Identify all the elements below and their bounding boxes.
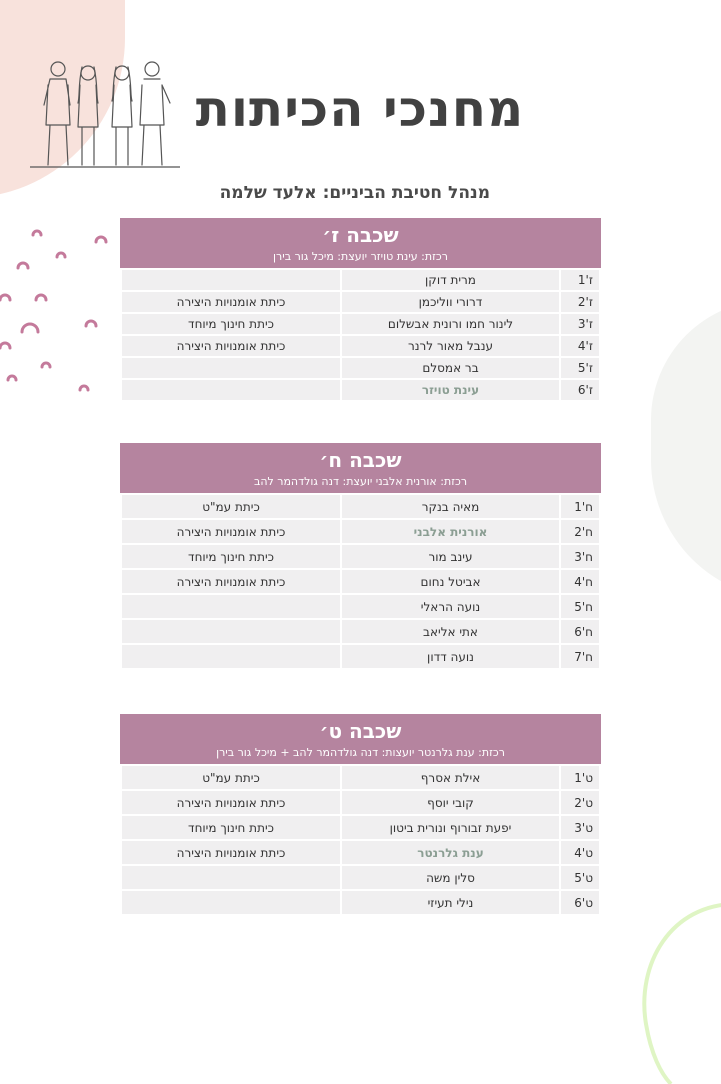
class-cell: ז'5	[560, 357, 600, 379]
table-row	[121, 313, 600, 335]
class-cell: ז'1	[560, 269, 600, 291]
teacher-cell: דרורי ווליכמן	[341, 291, 560, 313]
grade-table-h	[120, 443, 601, 670]
class-cell: ט'3	[560, 815, 600, 840]
teacher-cell: מרית דוקן	[341, 269, 560, 291]
green-arc-decoration	[631, 894, 721, 1084]
table-row	[121, 544, 600, 569]
class-cell: ז'2	[560, 291, 600, 313]
table-row	[121, 865, 600, 890]
table-row	[121, 379, 600, 401]
teacher-cell: אילת אסרף	[341, 765, 560, 790]
note-cell: כיתת חינוך מיוחד	[121, 544, 341, 569]
teacher-cell: נועה דדון	[341, 644, 560, 669]
table-row	[121, 291, 600, 313]
teacher-cell: אביטל נחום	[341, 569, 560, 594]
table-row	[121, 569, 600, 594]
class-cell: ח'3	[560, 544, 600, 569]
grey-blob-decoration	[651, 300, 721, 600]
class-cell: ט'5	[560, 865, 600, 890]
note-cell: כיתת אומנויות היצירה	[121, 519, 341, 544]
note-cell	[121, 619, 341, 644]
note-cell	[121, 890, 341, 915]
class-cell: ח'1	[560, 494, 600, 519]
note-cell	[121, 644, 341, 669]
note-cell	[121, 594, 341, 619]
grade-staff: רכזת: עינת טויזר יועצת: מיכל גור בירן	[273, 250, 448, 263]
class-cell: ז'6	[560, 379, 600, 401]
teacher-cell: נילי תעיזי	[341, 890, 560, 915]
note-cell: כיתת אומנויות היצירה	[121, 291, 341, 313]
class-cell: ט'2	[560, 790, 600, 815]
teacher-cell: סלין משה	[341, 865, 560, 890]
grade-table-z	[120, 218, 601, 402]
table-row	[121, 790, 600, 815]
grade-header	[120, 443, 601, 493]
class-cell: ט'1	[560, 765, 600, 790]
table-row	[121, 619, 600, 644]
note-cell: כיתת אומנויות היצירה	[121, 569, 341, 594]
class-cell: ח'6	[560, 619, 600, 644]
table-row	[121, 519, 600, 544]
class-cell: ט'4	[560, 840, 600, 865]
note-cell: כיתת אומנויות היצירה	[121, 335, 341, 357]
class-cell: ז'4	[560, 335, 600, 357]
teacher-cell: מאיה בנקר	[341, 494, 560, 519]
table-row	[121, 840, 600, 865]
table-row	[121, 890, 600, 915]
class-cell: ז'3	[560, 313, 600, 335]
grade-header	[120, 218, 601, 268]
class-cell: ט'6	[560, 890, 600, 915]
arc-dots-decoration	[0, 220, 110, 400]
teacher-cell: לינור חמו ורונית אבשלום	[341, 313, 560, 335]
teacher-cell: עינב מור	[341, 544, 560, 569]
grade-header	[120, 714, 601, 764]
grade-name: שכבה ז׳	[322, 223, 399, 247]
page-title: מחנכי הכיתות	[195, 80, 525, 138]
table-row	[121, 594, 600, 619]
teacher-cell: אתי אליאב	[341, 619, 560, 644]
note-cell: כיתת חינוך מיוחד	[121, 815, 341, 840]
grade-name: שכבה ח׳	[319, 448, 402, 472]
grade-staff: רכזת: אורנית אלבני יועצת: דנה גולדהמר להב	[253, 475, 468, 488]
principal-name: מנהל חטיבת הביניים: אלעד שלמה	[219, 183, 490, 203]
note-cell: כיתת עמ"ט	[121, 765, 341, 790]
classes-table	[120, 268, 601, 402]
note-cell	[121, 865, 341, 890]
note-cell: כיתת עמ"ט	[121, 494, 341, 519]
teacher-cell: יפעת זבורוף ונורית ביטון	[341, 815, 560, 840]
table-row	[121, 494, 600, 519]
teacher-cell: ענבל מאור לרנר	[341, 335, 560, 357]
table-row	[121, 357, 600, 379]
note-cell	[121, 379, 341, 401]
class-cell: ח'2	[560, 519, 600, 544]
teacher-cell: בר אמסלם	[341, 357, 560, 379]
note-cell: כיתת חינוך מיוחד	[121, 313, 341, 335]
table-row	[121, 335, 600, 357]
classes-table	[120, 764, 601, 916]
class-cell: ח'5	[560, 594, 600, 619]
teacher-cell: קובי יוסף	[341, 790, 560, 815]
table-row	[121, 644, 600, 669]
class-cell: ח'7	[560, 644, 600, 669]
students-illustration	[30, 55, 180, 170]
note-cell	[121, 357, 341, 379]
teacher-cell-coordinator: ענת גלרנטר	[341, 840, 560, 865]
table-row	[121, 269, 600, 291]
table-row	[121, 765, 600, 790]
teacher-cell: נועה הראלי	[341, 594, 560, 619]
grade-name: שכבה ט׳	[319, 719, 402, 743]
note-cell: כיתת אומנויות היצירה	[121, 840, 341, 865]
grade-staff: רכזת: ענת גלרנטר יועצות: דנה גולדהמר להב + מיכל גור בירן	[216, 746, 505, 759]
class-cell: ח'4	[560, 569, 600, 594]
note-cell	[121, 269, 341, 291]
note-cell: כיתת אומנויות היצירה	[121, 790, 341, 815]
grade-table-t	[120, 714, 601, 916]
table-row	[121, 815, 600, 840]
classes-table	[120, 493, 601, 670]
teacher-cell-coordinator: אורנית אלבני	[341, 519, 560, 544]
teacher-cell-coordinator: עינת טויזר	[341, 379, 560, 401]
